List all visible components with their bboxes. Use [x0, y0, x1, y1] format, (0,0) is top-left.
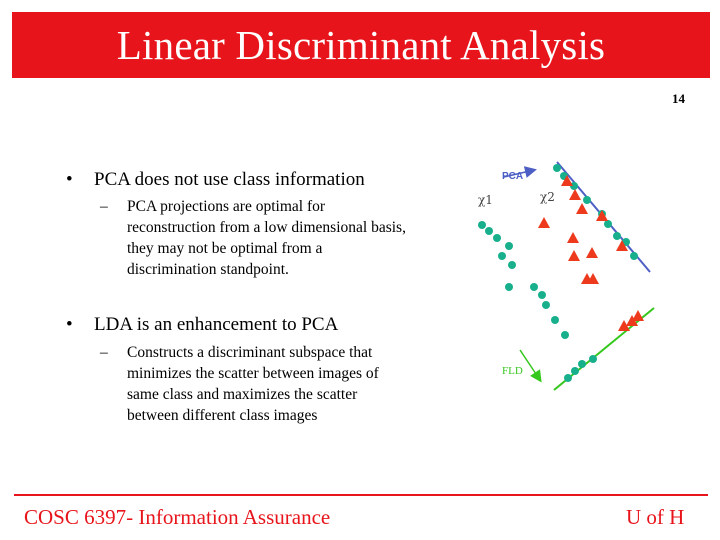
footer-course: COSC 6397- Information Assurance	[24, 505, 331, 529]
class2-point	[567, 232, 579, 243]
class1-point	[538, 291, 546, 299]
class1-point	[530, 283, 538, 291]
bullet-text: LDA is an enhancement to PCA	[94, 314, 339, 335]
sub-line: reconstruction from a low dimensional basis,	[127, 219, 406, 236]
class2-point	[586, 247, 598, 258]
footer-rule	[14, 494, 708, 496]
sub-dash: –	[100, 344, 108, 361]
pca-fld-figure	[462, 150, 682, 400]
sub-line: same class and maximizes the scatter	[127, 386, 358, 403]
class2-point	[569, 189, 581, 200]
class1-point	[564, 374, 572, 382]
class1-point	[505, 242, 513, 250]
bullet-dot: •	[66, 314, 73, 335]
class1-point	[561, 331, 569, 339]
bullet-dot: •	[66, 169, 73, 190]
fld-label: FLD	[502, 365, 523, 377]
pca-label: PCA	[502, 171, 524, 182]
class1-point	[551, 316, 559, 324]
class1-points	[478, 164, 638, 382]
class2-point	[568, 250, 580, 261]
class1-point	[583, 196, 591, 204]
fld-arrow-icon	[520, 350, 540, 380]
bullet-text: PCA does not use class information	[94, 169, 365, 190]
class1-point	[630, 252, 638, 260]
class2-point	[576, 203, 588, 214]
footer-institution: U of H	[626, 505, 685, 529]
sub-line: minimizes the scatter between images of	[127, 365, 379, 382]
sub-line: PCA projections are optimal for	[127, 198, 326, 215]
sub-line: discrimination standpoint.	[127, 261, 289, 278]
class1-point	[589, 355, 597, 363]
chi1-label: χ1	[478, 193, 493, 207]
sub-line: Constructs a discriminant subspace that	[127, 344, 373, 361]
class1-point	[478, 221, 486, 229]
class1-point	[604, 220, 612, 228]
class1-point	[571, 367, 579, 375]
class2-point	[632, 310, 644, 321]
sub-line: they may not be optimal from a	[127, 240, 323, 257]
class1-point	[542, 301, 550, 309]
class1-point	[578, 360, 586, 368]
class1-point	[508, 261, 516, 269]
slide-title: Linear Discriminant Analysis	[116, 22, 606, 68]
title-bar	[12, 12, 710, 78]
chi2-label: χ2	[540, 190, 555, 204]
class2-point	[538, 217, 550, 228]
class1-point	[485, 227, 493, 235]
class1-point	[553, 164, 561, 172]
sub-line: between different class images	[127, 407, 318, 424]
class1-point	[505, 283, 513, 291]
class1-point	[613, 232, 621, 240]
sub-dash: –	[100, 198, 108, 215]
slide-number: 14	[672, 91, 685, 106]
class1-point	[498, 252, 506, 260]
class1-point	[493, 234, 501, 242]
